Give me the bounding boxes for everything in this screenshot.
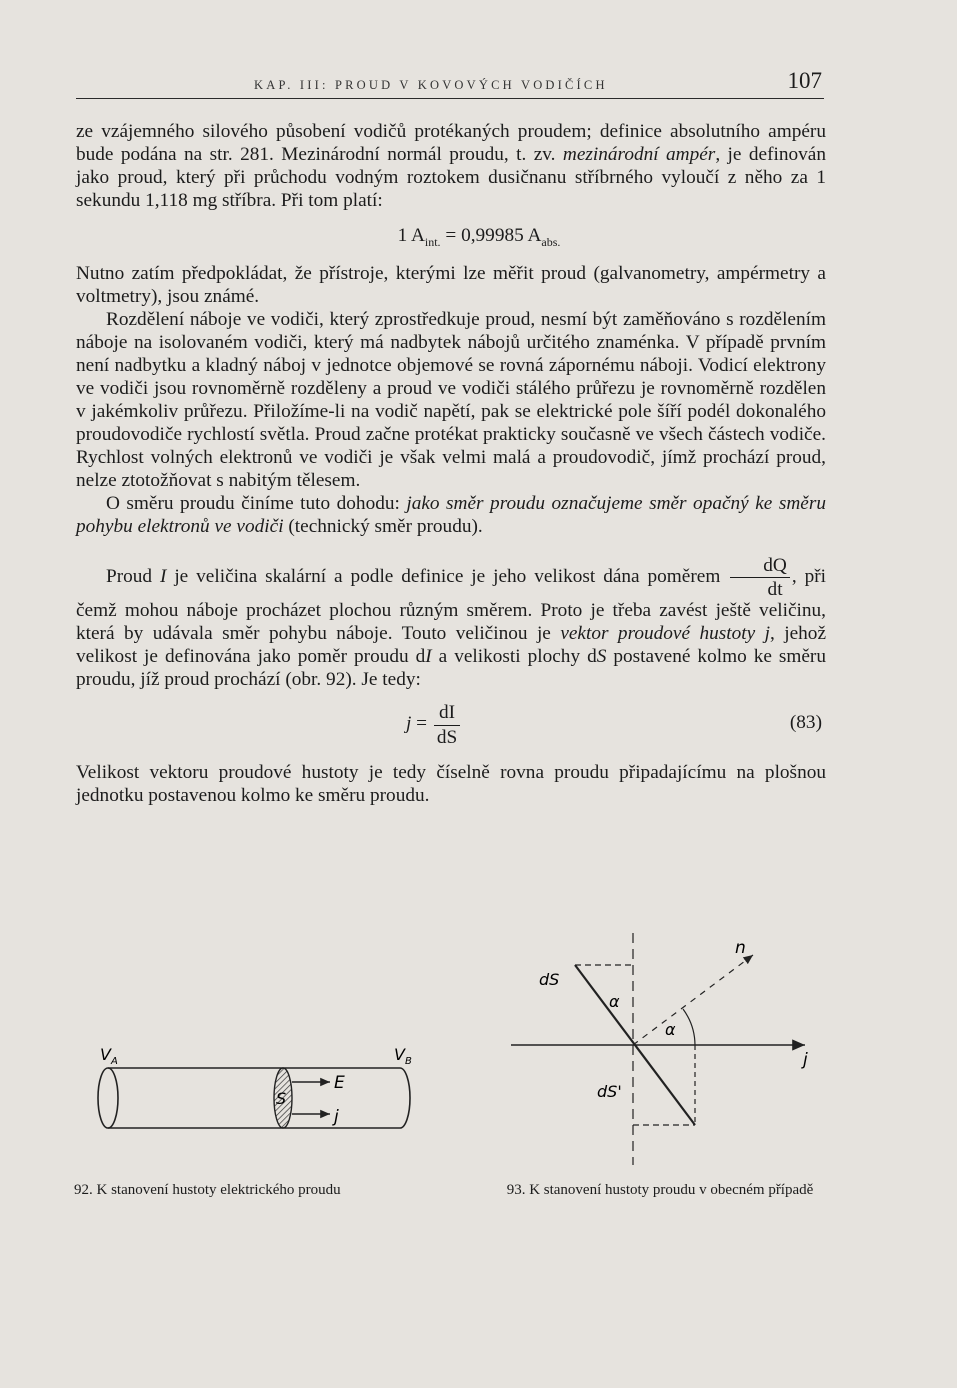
label-dS-prime: dS' [597,1082,622,1101]
p5-symbol-dS: S [596,646,607,668]
label-E: E [334,1073,345,1093]
body-text [76,120,826,807]
equation-number: (83) [789,712,822,734]
figure-93-drawing [505,925,825,1175]
p4-text-b: (technický směr proudu). [283,515,483,537]
figure-92-drawing [80,1040,440,1140]
frac-num: dQ [730,556,790,578]
p5-text-f: postavené kolmo ke směru proudu, jíž proud prochází (obr. 92). Je tedy: [76,646,826,691]
fraction-dQ-dt [730,556,790,600]
figure-93 [505,925,825,1175]
frac-den: dt [767,579,783,601]
p5-symbol-dI: I [425,646,432,668]
paragraph-3: Rozdělení náboje ve vodiči, který zprostředkuje proud, nesmí být zaměňováno s rozdělením náboje na isolovaném vodiči, který má nadbytek nábojů určitého znaménka. V případě prvním není nadbytku a kladný náboj v jednotce objemové se rovná zápornému náboji. Vodicí elektrony ve vodiči jsou rovnoměrně rozděleny a proud ve vodiči stálého průřezu je rovnoměrně rozdělen v jakémkoliv průřezu. Přiložíme-li na vodič napětí, pak se elektrické pole šíří podél dokonalého proudovodiče rychlostí světla. Proud začne protékat prakticky současně ve všech částech vodiče. Rychlost volných elektronů ve vodiči je však velmi malá a proudovodič, jímž prochází proud, nelze ztotožňovat s nabitým tělesem. [76,308,826,491]
label-VB: $V_B$ [394,1045,412,1067]
eq1-lhs: 1 A [397,225,425,246]
term-current-density: vektor proudové hustoty j [560,623,770,645]
paragraph-1 [76,120,826,212]
paragraph-2: Nutno zatím předpokládat, že přístroje, kterými lze měřit proud (galvanometry, ampérmetry a voltmetry), jsou známé. [76,262,826,307]
p5-symbol-I: I [159,566,167,588]
cylinder-left-end [98,1068,118,1128]
figure-92 [80,1040,440,1140]
p5-text-a: Proud [106,566,160,588]
equation-ampere [132,224,826,254]
eq1-lhs-sub: int. [424,234,441,249]
eq83-body [406,703,462,747]
label-alpha-2: α [665,1020,676,1039]
p1-text-b: , je definován jako proud, který při průchodu vodným roztokem dusičnanu stříbrného vyloučí z něho za 1 sekundu 1,118 mg stříbra. Při tom platí: [76,144,826,211]
paragraph-6: Velikost vektoru proudové hustoty je tedy číselně rovna proudu připadajícímu na plošnou jednotku postavenou kolmo ke směru proudu. [76,762,826,807]
label-dS: dS [539,970,560,989]
label-S: S [276,1089,287,1108]
label-alpha-1: α [609,992,620,1011]
p5-text-e: a velikosti plochy d [431,646,597,668]
p1-text-a: ze vzájemného silového působení vodičů protékaných proudem; definice absolutního ampéru bude podána na str. 281. Mezinárodní normál proudu, t. zv. [76,121,826,165]
paragraph-5 [76,556,826,692]
cylinder-right-end [400,1068,410,1128]
caption-93: 93. K stanovení hustoty proudu v obecném případě [506,1182,814,1198]
running-title: KAP. III: PROUD V KOVOVÝCH VODIČÍCH [254,78,608,92]
label-j-fig93: j [803,1050,808,1070]
p5-text-d: , jehož velikost je definována jako poměr proudu d [76,623,827,668]
p5-text-c: , při čemž mohou náboje procházet plochou různým směrem. Proto je třeba zavést ještě veličinu, která by udávala směr pohybu náboje. Touto veličinou je [76,566,826,645]
eq83-den: dS [436,726,458,748]
equation-83 [76,695,826,761]
eq83-fraction [434,703,460,747]
label-n: n [735,938,746,958]
eq83-equals: = [411,713,432,735]
eq1-rhs: = 0,99985 A [440,225,542,246]
page-number: 107 [787,68,822,93]
eq1-rhs-sub: abs. [541,234,561,249]
paragraph-4 [76,492,826,538]
label-VA: $V_A$ [100,1045,118,1067]
term-international-ampere: mezinárodní ampér [562,144,716,165]
page-header [76,66,824,99]
p4-definition: jako směr proudu označujeme směr opačný ke směru pohybu elektronů ve vodiči [76,492,826,537]
label-j-fig92: j [334,1107,339,1127]
angle-arc [683,1009,695,1045]
p5-text-b: je veličina skalární a podle definice je jeho velikost dána poměrem [166,566,729,588]
eq83-lhs: j [406,713,412,735]
eq83-num: dI [434,703,460,725]
p4-text-a: O směru proudu činíme tuto dohodu: [106,492,407,514]
caption-92: 92. K stanovení hustoty elektrického proudu [74,1182,341,1198]
